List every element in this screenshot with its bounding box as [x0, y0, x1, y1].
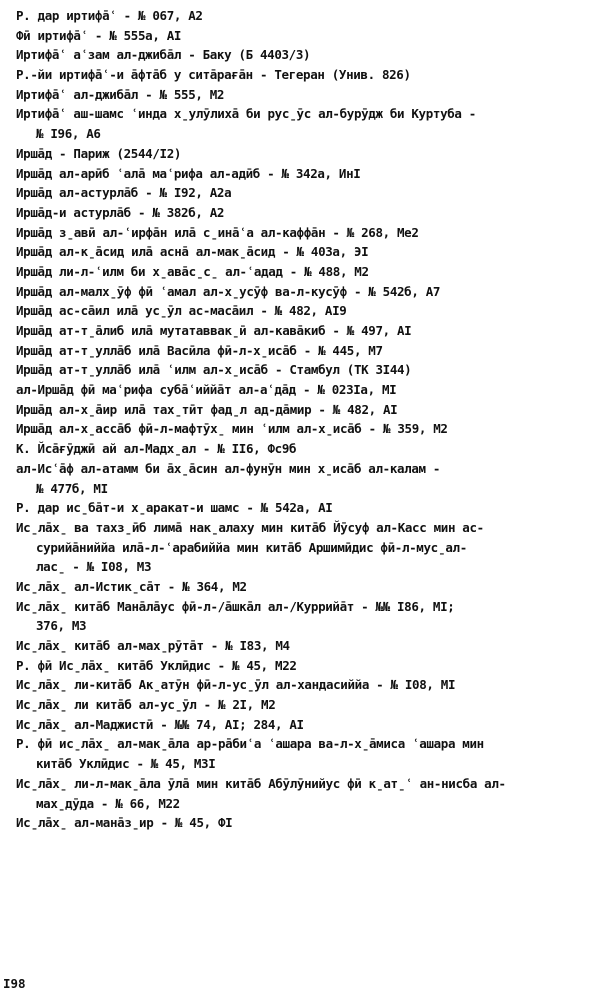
index-entry: Ирша̄д з̱авӣ ал-ʿирфа̄н ила̄ с̱ина̄ʿа ал-каффа̄н - № 268, Ме2	[16, 224, 419, 240]
index-entry: Ирша̄д ал-малх̱ӯф фӣ ʿамал ал-х̱усӯф ва-л-кусӯф - № 542б, А7	[16, 283, 441, 299]
index-entry-continuation: мах̱дӯда - № 66, М22	[36, 795, 180, 811]
page-number: I98	[3, 976, 26, 991]
index-entry: Фӣ иртифа̄ʿ - № 555а, АI	[16, 27, 182, 43]
index-entry: Ирша̄д ал-х̱асса̄б фӣ-л-мафтӯх̱ мин ʿилм ал-х̱иса̄б - № 359, М2	[16, 421, 448, 437]
index-entries	[16, 6, 601, 833]
index-entry: Ис̱ла̄х̱ ли-кита̄б Ак̱атӯн фӣ-л-ус̱ӯл ал-хандасиййа - № I08, МI	[16, 677, 456, 693]
index-entry: Ис̱ла̄х̱ ал-Истик̱са̄т - № 364, М2	[16, 578, 247, 594]
index-entry: Р. дар иртифа̄ʿ - № 067, А2	[16, 8, 203, 23]
index-entry-continuation: № I96, А6	[36, 126, 101, 142]
index-entry: Р. фӣ Ис̱ла̄х̱ кита̄б Уклӣдис - № 45, М22	[16, 657, 297, 673]
index-entry: Ирша̄д ал-к̱а̄сид ила̄ асна̄ ал-мак̱а̄сид - № 403а, ЭI	[16, 244, 369, 260]
index-entry: Иртифа̄ʿ аʿзам ал-джиба̄л - Баку (Б 4403/3)	[16, 47, 311, 63]
index-entry: Ирша̄д ас-са̄ил ила̄ ус̱ӯл ас-маса̄ил - № 482, АI9	[16, 303, 347, 319]
index-entry: ал-Ирша̄д фӣ маʿрифа суба̄ʿиййа̄т ал-аʿда̄д - № 023Iа, МI	[16, 382, 397, 398]
index-entry: Р. фӣ ис̱ла̄х̱ ал-мак̱а̄ла ар-ра̄биʿа ʿашара ва-л-х̱а̄миса ʿашара мин	[16, 736, 484, 752]
index-entry: Ис̱ла̄х̱ ал-мана̄з̱ир - № 45, ФI	[16, 815, 233, 831]
index-entry: Ирша̄д ал-х̱а̄ир ила̄ тах̱тӣт фад̱л ад-да̄мир - № 482, АI	[16, 401, 398, 417]
index-entry: Ирша̄д ли-л-ʿилм би х̱ава̄с̱с̱ ал-ʿадад - № 488, М2	[16, 263, 369, 279]
index-entry: Ис̱ла̄х̱ кита̄б ал-мах̱рӯта̄т - № I83, М4	[16, 638, 290, 653]
index-entry: Ирша̄д ат-т̱улла̄б ила̄ ʿилм ал-х̱иса̄б - Стамбул (ТК 3I44)	[16, 362, 412, 378]
index-entry: Ис̱ла̄х̱ кита̄б Мана̄ла̄ус фӣ-л-/а̄шка̄л ал-/Куррийа̄т - №№ I86, МI;	[16, 598, 455, 614]
index-entry: Ирша̄д ал-арӣб ʿала̄ маʿрифа ал-адӣб - № 342а, ИнI	[16, 165, 361, 181]
index-entry-continuation: кита̄б Уклӣдис - № 45, М3I	[36, 756, 216, 772]
index-entry: Ис̱ла̄х̱ ва тахз̱ӣб лима̄ нак̱алаху мин кита̄б Йӯсуф ал-Касс мин ас-	[16, 519, 484, 535]
index-entry: Иртифа̄ʿ ал-джиба̄л - № 555, М2	[16, 86, 225, 102]
index-entry-continuation: 376, М3	[36, 618, 87, 634]
index-entry: Ис̱ла̄х̱ ли кита̄б ал-ус̱ӯл - № 2I, М2	[16, 697, 276, 713]
index-entry-continuation: № 477б, МI	[36, 480, 108, 496]
index-entry-continuation: сурийа̄ниййа ила̄-л-ʿарабиййа мин кита̄б Аршимӣдис фӣ-л-мус̱ал-	[36, 539, 467, 555]
index-entry: Ирша̄д ат-т̱улла̄б ила̄ Васӣла фӣ-л-х̱иса̄б - № 445, М7	[16, 342, 383, 358]
index-entry: Ирша̄д ал-астурла̄б - № I92, А2а	[16, 185, 232, 201]
index-entry: ал-Исʿа̄ф ал-атамм би а̄х̱а̄син ал-фунӯн мин х̱иса̄б ал-калам -	[16, 460, 441, 476]
index-entry: Ирша̄д ат-т̱а̄либ ила̄ мутатаввак̱ӣ ал-кава̄киб - № 497, АI	[16, 323, 412, 338]
index-entry: Ис̱ла̄х̱ ал-Маджистӣ - №№ 74, АI; 284, АI	[16, 716, 304, 732]
index-entry: Ирша̄д-и астурла̄б - № 382б, А2	[16, 204, 225, 220]
index-entry: Р. дар ис̱ба̄т-и х̱аракат-и шамс - № 542а, АI	[16, 500, 333, 516]
index-entry: Иртифа̄ʿ аш-шамс ʿинда х̱улӯлиха̄ би рус̱ӯс ал-бурӯдж би Куртуба -	[16, 106, 476, 122]
index-entry-continuation: лас̱ - № I08, М3	[36, 559, 152, 575]
index-entry: К. Йса̄ғӯджӣ ай ал-Мадх̱ал - № II6, Фс9б	[16, 441, 297, 457]
index-entry: Ирша̄д - Париж (2544/I2)	[16, 145, 182, 161]
index-entry: Ис̱ла̄х̱ ли-л-мак̱а̄ла ӯла̄ мин кита̄б Абӯлӯнийус фӣ к̱ат̱ʿ ан-нисба ал-	[16, 775, 506, 791]
index-entry: Р.-йи иртифа̄ʿ-и а̄фта̄б у сита̄раға̄н - Тегеран (Унив. 826)	[16, 67, 411, 83]
